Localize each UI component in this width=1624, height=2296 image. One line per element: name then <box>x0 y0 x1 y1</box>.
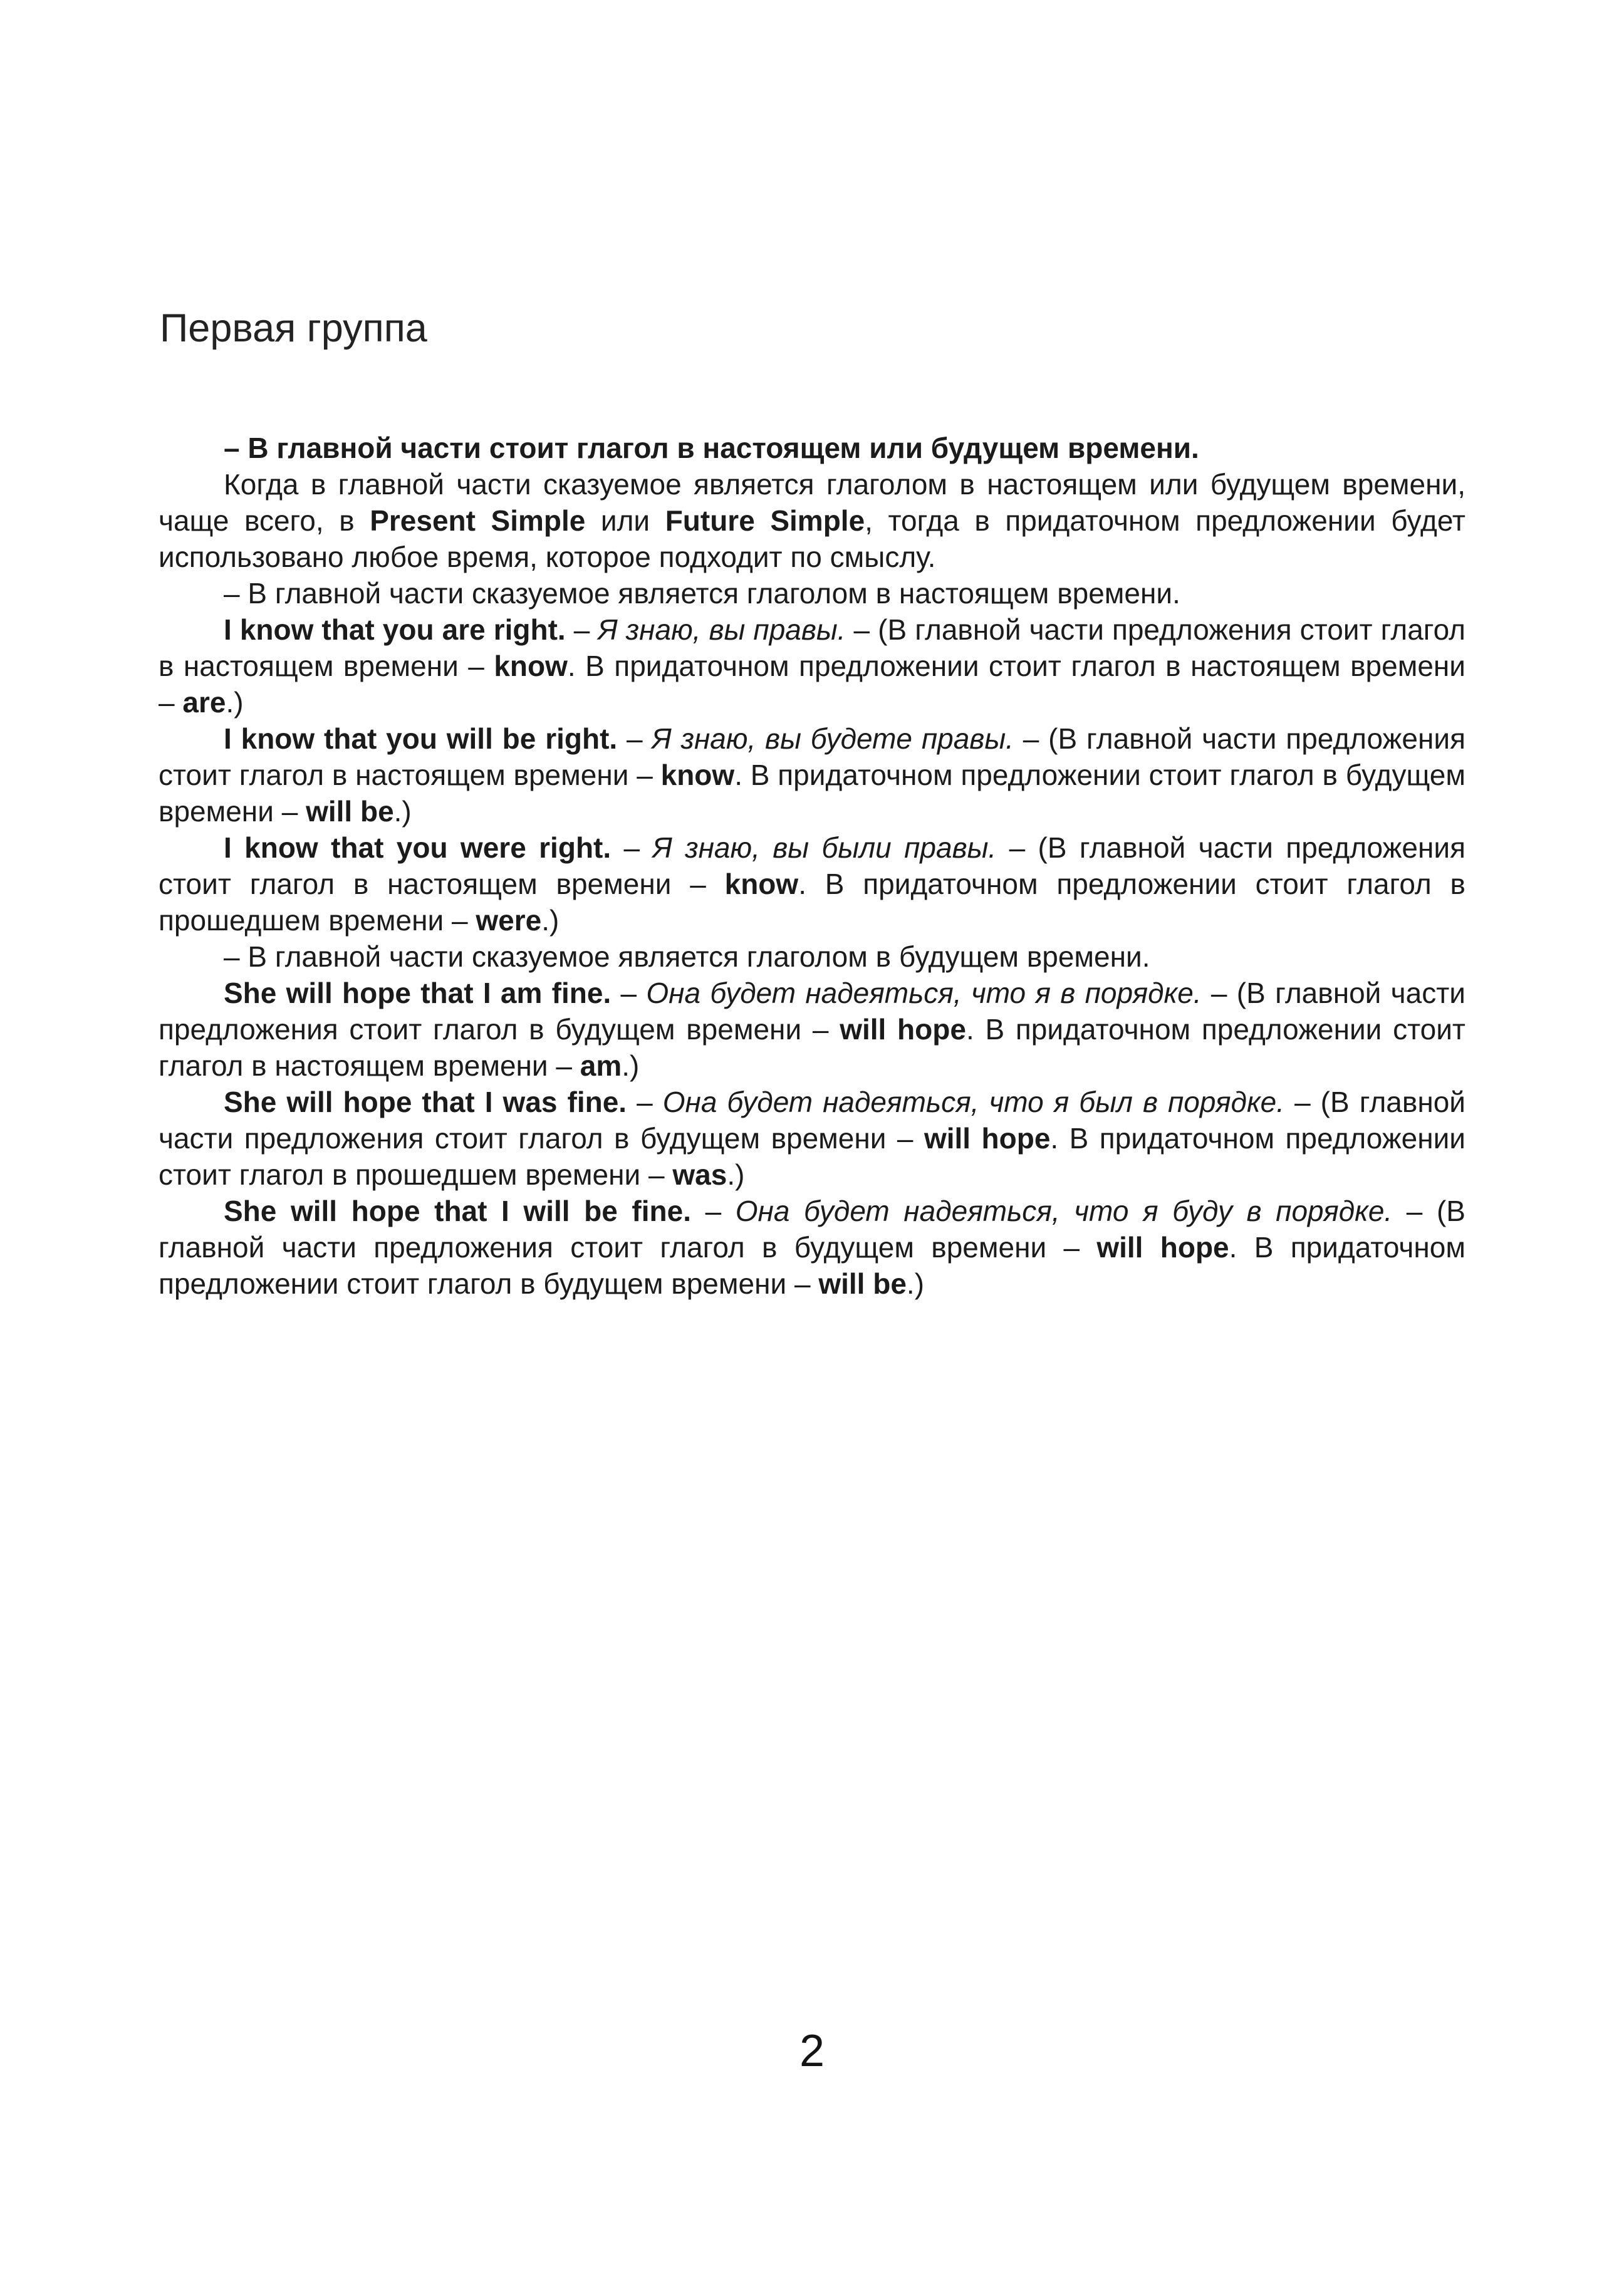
text-run: – (В главной части предложения стоит глагол в настоящем времени – <box>159 613 1465 682</box>
text-run: will hope <box>1096 1231 1229 1264</box>
text-run: или <box>585 504 665 537</box>
text-run: .) <box>393 795 412 828</box>
text-run: will be <box>818 1267 907 1300</box>
text-run: are <box>182 686 226 719</box>
text-run: Я знаю, вы были правы. <box>652 831 997 864</box>
text-run: She will hope that I am fine. <box>224 977 612 1009</box>
text-run: will hope <box>840 1013 966 1046</box>
body-text <box>159 430 1465 1302</box>
text-run: I know that you will be right. <box>224 722 618 755</box>
example-know-will-be <box>159 720 1465 829</box>
text-run: Она будет надеяться, что я был в порядке. <box>662 1086 1285 1118</box>
text-run: – (В главной части предложения стоит глагол в настоящем времени – <box>159 831 1465 900</box>
text-run: – <box>611 831 653 864</box>
text-run: . В придаточном предложении стоит глагол в настоящем времени – <box>159 650 1466 719</box>
rule-heading-present-or-future <box>159 430 1465 466</box>
example-will-hope-am <box>159 975 1465 1084</box>
text-run: were <box>476 904 542 937</box>
explanation-paragraph <box>159 466 1465 575</box>
text-run: . В придаточном предложении стоит глагол в прошедшем времени – <box>159 1122 1466 1191</box>
text-run: .) <box>226 686 244 719</box>
text-run: know <box>660 759 735 791</box>
text-run: , тогда в придаточном предложении будет использовано любое время, которое подходит по смыслу. <box>159 504 1465 573</box>
text-run: – <box>617 722 652 755</box>
text-run: I know that you were right. <box>224 831 612 864</box>
text-run: – (В главной части предложения стоит глагол в будущем времени – <box>159 1086 1466 1155</box>
text-run: Когда в главной части сказуемое является глаголом в настоящем или будущем времени, чаще всего, в <box>159 468 1465 537</box>
text-run: know <box>724 868 799 900</box>
text-run: am <box>580 1049 622 1082</box>
text-run: – (В главной части предложения стоит глагол в будущем времени – <box>159 1195 1465 1264</box>
text-run: Я знаю, вы будете правы. <box>652 722 1014 755</box>
page-title: Первая группа <box>160 306 427 350</box>
text-run: She will hope that I was fine. <box>224 1086 627 1118</box>
text-run: – (В главной части предложения стоит глагол в настоящем времени – <box>159 722 1465 791</box>
text-run: Она будет надеяться, что я буду в порядке. <box>735 1195 1393 1227</box>
text-run: Она будет надеяться, что я в порядке. <box>646 977 1202 1009</box>
text-run: – В главной части сказуемое является глаголом в будущем времени. <box>224 940 1150 973</box>
page-number: 2 <box>799 2026 825 2076</box>
text-run: – <box>690 1195 736 1227</box>
text-run: know <box>494 650 568 682</box>
subrule-present-tense <box>159 575 1465 611</box>
text-run: was <box>672 1158 727 1191</box>
text-run: .) <box>541 904 560 937</box>
text-run: I know that you are right. <box>224 613 566 646</box>
example-know-are <box>159 611 1465 720</box>
example-know-were <box>159 829 1465 938</box>
text-run: She will hope that I will be fine. <box>224 1195 691 1227</box>
text-run: will be <box>306 795 394 828</box>
text-run: – В главной части стоит глагол в настоящем или будущем времени. <box>224 432 1199 464</box>
text-run: .) <box>906 1267 925 1300</box>
text-run: . В придаточном предложении стоит глагол в настоящем времени – <box>159 1013 1466 1082</box>
text-run: .) <box>727 1158 745 1191</box>
example-will-hope-will-be <box>159 1193 1465 1302</box>
subrule-future-tense <box>159 938 1465 975</box>
text-run: . В придаточном предложении стоит глагол в будущем времени – <box>159 759 1465 828</box>
text-run: .) <box>622 1049 640 1082</box>
text-run: . В придаточном предложении стоит глагол в будущем времени – <box>159 1231 1465 1300</box>
text-run: . В придаточном предложении стоит глагол в прошедшем времени – <box>159 868 1465 937</box>
text-run: – В главной части сказуемое является глаголом в настоящем времени. <box>224 577 1180 610</box>
text-run: Present Simple <box>370 504 586 537</box>
text-run: – <box>627 1086 663 1118</box>
text-run: – (В главной части предложения стоит глагол в будущем времени – <box>159 977 1465 1046</box>
text-run: Я знаю, вы правы. <box>598 613 846 646</box>
text-run: – <box>611 977 647 1009</box>
text-run: – <box>565 613 598 646</box>
text-run: Future Simple <box>665 504 865 537</box>
example-will-hope-was <box>159 1084 1465 1193</box>
text-run: will hope <box>924 1122 1051 1155</box>
